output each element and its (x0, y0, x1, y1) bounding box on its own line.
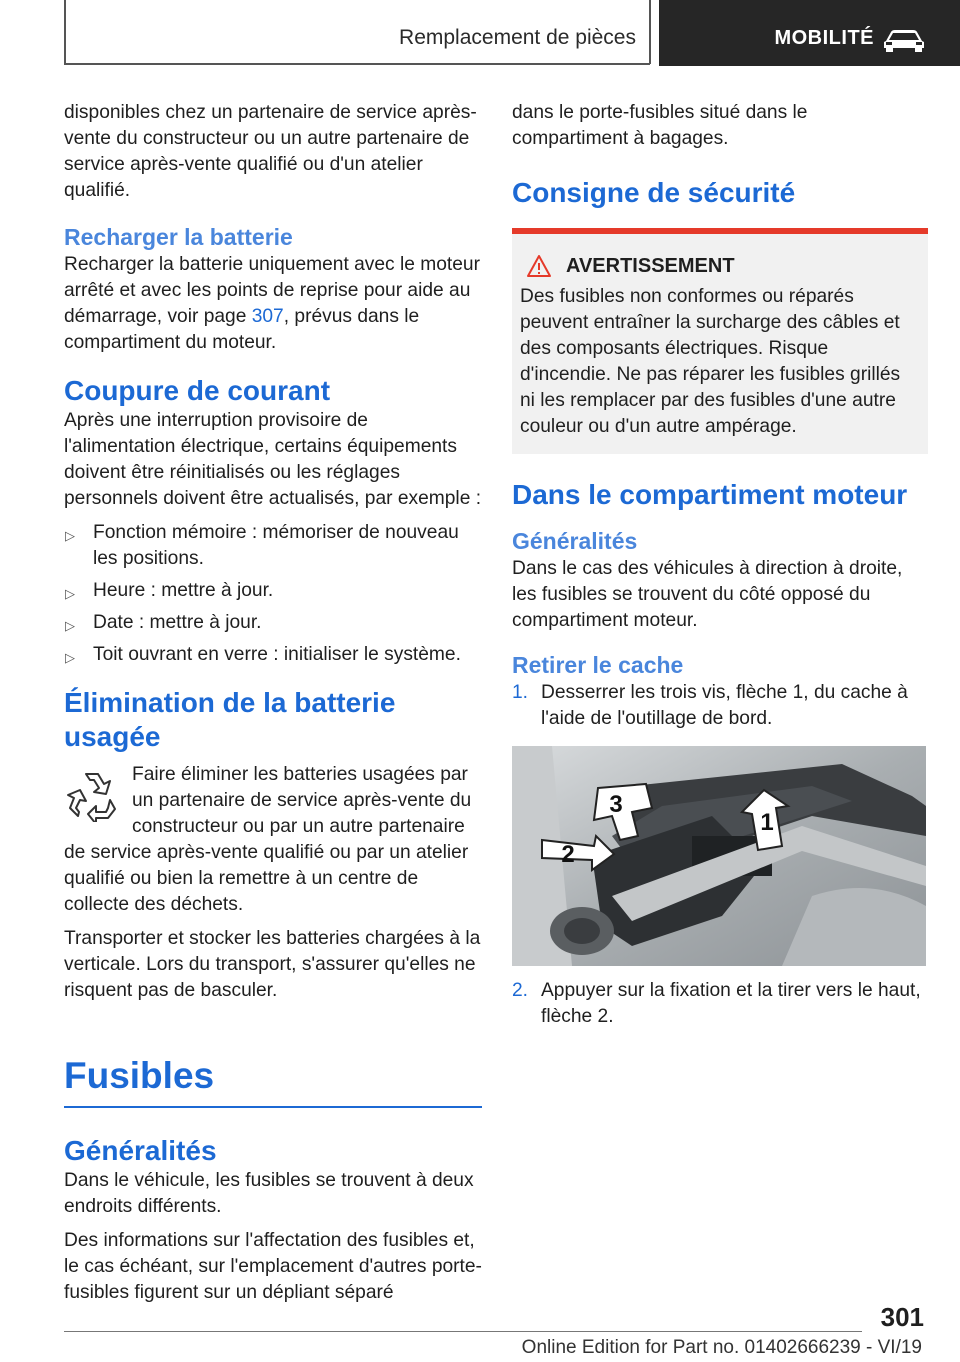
steps-list (512, 680, 928, 732)
list-item-text: Toit ouvrant en verre : initialiser le système. (93, 644, 461, 665)
compartiment-moteur-heading: Dans le compartiment moteur (512, 479, 908, 510)
triangle-bullet-icon: ▷ (65, 650, 75, 665)
list-item (64, 642, 482, 668)
continued-paragraph: dans le porte-fusibles situé dans le compartiment à bagages. (512, 102, 808, 149)
step-text: Appuyer sur la fixation et la tirer vers le haut, flèche 2. (541, 980, 921, 1027)
coupure-paragraph: Après une interruption provisoire de l'alimentation électrique, certains équipements doivent être réinitialisés ou les réglages personnels doivent être actualisés, par exemple : (64, 410, 482, 509)
list-item-text: Date : mettre à jour. (93, 612, 262, 633)
header-section-title: Remplacement de pièces (399, 26, 636, 49)
header-rule-left (64, 0, 66, 64)
recharge-paragraph (64, 252, 482, 356)
generalites-paragraph-2: Des informations sur l'affectation des fusibles et, le cas échéant, sur l'emplacement d'autres porte-fusibles figurent sur un dépliant séparé (64, 1230, 482, 1303)
page-link-307[interactable]: 307 (251, 306, 284, 327)
figure-label-3: 3 (609, 791, 623, 818)
elimination-paragraph: Faire éliminer les batteries usagées par un partenaire de service après-vente du constructeur ou par un autre partenaire de service après-vente qualifié ou par un atelier qualifié ou bien la remettre à un centre de collecte des déchets. (64, 764, 472, 915)
generalites-paragraph: Dans le véhicule, les fusibles se trouvent à deux endroits différents. (64, 1170, 474, 1217)
step-item (512, 978, 928, 1030)
recharge-heading: Recharger la batterie (64, 224, 293, 250)
header-rule-right (649, 0, 651, 64)
warning-box (512, 228, 928, 454)
header-chapter-tab (659, 0, 960, 66)
elimination-paragraph-2: Transporter et stocker les batteries chargées à la verticale. Lors du transport, s'assurer qu'elles ne risquent pas de basculer. (64, 928, 481, 1001)
fusibles-rule (64, 1106, 482, 1108)
triangle-bullet-icon: ▷ (65, 586, 75, 601)
warning-title: AVERTISSEMENT (566, 254, 735, 277)
page-number: 301 (880, 1302, 924, 1332)
fusibles-heading: Fusibles (64, 1055, 215, 1096)
chapter-label: MOBILITÉ (774, 27, 874, 49)
coupure-heading: Coupure de courant (64, 375, 331, 406)
recharge-text-end: , prévus dans le compartiment du moteur. (64, 306, 420, 353)
intro-paragraph: disponibles chez un partenaire de service après-vente du constructeur ou un autre partenaire de service après-vente qualifié ou d'un atelier qualifié. (64, 102, 477, 201)
consigne-heading: Consigne de sécurité (512, 177, 796, 208)
warning-text: Des fusibles non conformes ou réparés peuvent entraîner la surcharge des câbles et des composants électriques. Risque d'incendie. Ne pas réparer les fusibles grillés ni les remplacer par des fusibles d'une autre couleur ou d'un autre ampérage. (520, 286, 901, 437)
triangle-bullet-icon: ▷ (65, 618, 75, 633)
step-item (512, 680, 928, 732)
list-item (64, 578, 482, 604)
figure-label-1: 1 (760, 809, 774, 836)
warning-title-row (520, 254, 920, 278)
generalites-moteur-paragraph: Dans le cas des véhicules à direction à droite, les fusibles se trouvent du côté opposé du compartiment moteur. (512, 558, 903, 631)
list-item (64, 520, 482, 572)
elimination-heading: Élimination de la batterie usagée (64, 687, 396, 752)
car-icon (882, 26, 926, 52)
list-item (64, 610, 482, 636)
recycle-icon (66, 768, 118, 822)
triangle-bullet-icon: ▷ (65, 528, 75, 543)
retirer-cache-heading: Retirer le cache (512, 652, 684, 678)
left-column (64, 100, 482, 1314)
coupure-list (64, 520, 482, 668)
step-text: Desserrer les trois vis, flèche 1, du cache à l'aide de l'outillage de bord. (541, 682, 908, 729)
step-number: 2. (512, 980, 529, 1001)
list-item-text: Heure : mettre à jour. (93, 580, 274, 601)
engine-compartment-photo (512, 746, 926, 966)
engine-photo-illustration (512, 746, 926, 966)
step-number: 1. (512, 682, 529, 703)
footer-edition: Online Edition for Part no. 01402666239 - VI/19 (521, 1337, 922, 1358)
recharge-text: Recharger la batterie uniquement avec le moteur arrêté et avec les points de reprise pour aide au démarrage, voir page (64, 254, 480, 327)
generalites-moteur-heading: Généralités (512, 528, 638, 554)
header-rule-bottom (64, 63, 650, 65)
footer-rule (64, 1331, 862, 1332)
elimination-block (64, 762, 482, 918)
generalites-heading: Généralités (64, 1135, 217, 1166)
warning-triangle-icon (526, 254, 552, 278)
right-column (512, 100, 928, 1030)
figure-label-2: 2 (561, 841, 575, 868)
list-item-text: Fonction mémoire : mémoriser de nouveau les positions. (93, 522, 459, 569)
steps-list-2 (512, 978, 928, 1030)
